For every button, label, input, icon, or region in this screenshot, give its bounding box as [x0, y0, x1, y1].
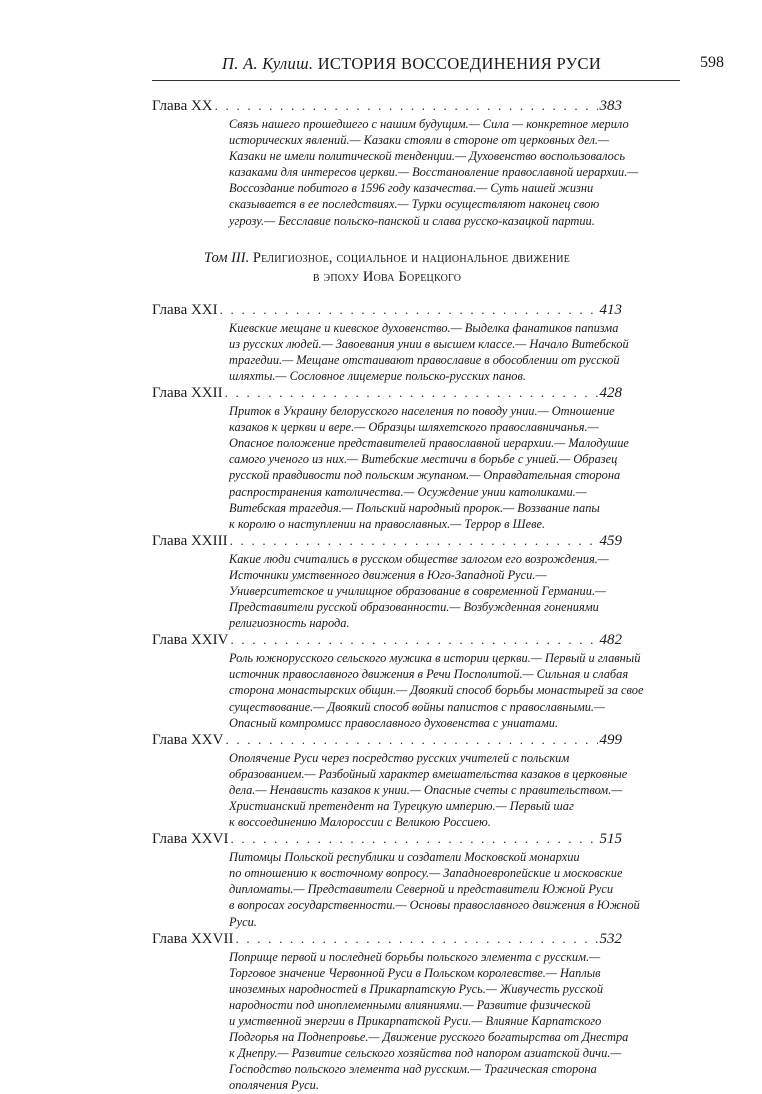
chapter-page: 413: [599, 301, 622, 318]
chapter-label: Глава XX: [152, 98, 213, 114]
toc-entry: [152, 532, 622, 631]
summary-line: образованием.— Разбойный характер вмешательства казаков в церковные: [229, 766, 628, 781]
summary-line: Университетское и училищное образование в современной Германии.—: [229, 583, 607, 598]
chapter-line: [152, 930, 622, 947]
chapter-page: 499: [599, 731, 622, 748]
volume-number: Том III.: [203, 249, 250, 266]
summary-line: Христианский претендент на Турецкую империю.— Первый шаг: [229, 799, 574, 813]
toc-entry: [152, 301, 629, 384]
summary-line: к Днепру.— Развитие сельского хозяйства под напором азиатской дичи.—: [229, 1046, 622, 1061]
chapter-line: [152, 301, 622, 318]
table-of-contents: [152, 97, 644, 1094]
chapter-label: Глава XXI: [152, 301, 218, 318]
summary-line: казаков к церкви и вере.— Образцы шляхетского православничанья.—: [229, 420, 599, 435]
chapter-summary: [229, 949, 629, 1094]
chapter-summary: [229, 403, 629, 532]
summary-line: Поприще первой и последней борьбы польского элемента с русским.—: [229, 949, 601, 964]
summary-line: Торговое значение Червонной Руси в Польском королевстве.— Наплыв: [229, 965, 601, 980]
summary-line: в вопросах государственности.— Основы православного движения в Южной: [229, 898, 640, 913]
dot-leader: [230, 631, 597, 648]
summary-line: сторона монастырских общин.— Двоякий способ борьбы монастырей за свое: [229, 683, 644, 698]
dot-leader: [235, 930, 597, 947]
toc-entry: [152, 384, 629, 532]
chapter-summary: [229, 320, 629, 384]
chapter-line: [152, 830, 622, 847]
summary-line: Витебская трагедия.— Польский народный пророк.— Воззвание папы: [229, 500, 600, 515]
toc-entry: [152, 830, 640, 929]
chapter-label: Глава XXVI: [152, 831, 229, 848]
chapter-page: 482: [599, 632, 622, 649]
toc-entry: [152, 930, 629, 1094]
chapter-line: [152, 384, 622, 401]
chapter-page: 459: [599, 532, 622, 549]
header-title: ИСТОРИЯ ВОССОЕДИНЕНИЯ РУСИ: [317, 54, 602, 73]
running-header: [152, 52, 724, 81]
dot-leader: [230, 532, 598, 549]
summary-line: дела.— Ненависть казаков к унии.— Опасные счеты с правительством.—: [229, 782, 623, 797]
page-number: 598: [700, 54, 724, 71]
summary-line: сказывается в ее последствиях.— Турки осуществляют наконец свою: [229, 197, 600, 212]
chapter-label: Глава XXII: [152, 385, 223, 402]
chapter-line: [152, 532, 622, 549]
dot-leader: [220, 301, 598, 318]
summary-line: шляхты.— Сословное лицемерие польско-русских панов.: [229, 368, 526, 383]
summary-line: народности под иноплеменными влияниями.— Развитие физической: [229, 997, 591, 1012]
toc-entry: [152, 631, 644, 730]
chapter-label: Глава XXVII: [152, 930, 234, 947]
summary-line: Питомцы Польской республики и создатели Московской монархии: [229, 850, 580, 865]
header-author: П. А. Кулиш.: [222, 54, 314, 73]
dot-leader: [225, 731, 597, 748]
chapter-page: 428: [599, 385, 622, 402]
volume-heading: [152, 249, 622, 287]
dot-leader: [215, 97, 598, 114]
summary-line: казаками для интересов церкви.— Восстановление православной иерархии.—: [229, 165, 639, 180]
summary-line: существование.— Двоякий способ войны папистов с православными.—: [229, 699, 606, 714]
chapter-line: [152, 631, 622, 648]
chapter-line: [152, 731, 622, 748]
chapter-summary: [229, 849, 640, 929]
volume-title-line1: Религиозное, социальное и национальное движение: [252, 249, 571, 266]
summary-line: дипломаты.— Представители Северной и представители Южной Руси: [229, 882, 614, 897]
summary-line: Казаки не имели политической тенденции.— Духовенство воспользовалось: [229, 149, 625, 164]
summary-line: Связь нашего прошедшего с нашим будущим.— Сила — конкретное мерило: [229, 117, 629, 131]
chapter-summary: [229, 551, 622, 631]
summary-line: распространения католичества.— Осуждение унии католиками.—: [229, 484, 587, 499]
summary-line: из русских людей.— Завоевания унии в высшем классе.— Начало Витебской: [229, 336, 629, 351]
summary-line: к королю о наступлении на православных.— Террор в Шеве.: [229, 516, 546, 531]
chapter-summary: [229, 750, 628, 830]
summary-line: Представители русской образованности.— Возбужденная гонениями: [229, 600, 599, 615]
summary-line: русской правдивости под польским жупаном.— Оправдательная сторона: [229, 468, 621, 483]
dot-leader: [230, 830, 597, 847]
dot-leader: [225, 384, 598, 401]
summary-line: Киевские мещане и киевское духовенство.— Выделка фанатиков папизма: [229, 320, 619, 335]
summary-line: Роль южнорусского сельского мужика в истории церкви.— Первый и главный: [229, 651, 641, 666]
chapter-summary: [229, 116, 639, 229]
summary-line: Подгорья на Поднепровье.— Движение русского богатырства от Днестра: [229, 1030, 629, 1045]
summary-line: Руси.: [229, 914, 257, 929]
summary-line: самого ученого из них.— Витебские местичи в борьбе с унией.— Образец: [229, 452, 618, 467]
chapter-label: Глава XXV: [152, 731, 224, 748]
toc-entry-chapter-xx: [152, 97, 639, 229]
chapter-page: 383: [599, 98, 622, 114]
summary-line: Опасное положение представителей православной иерархии.— Малодушие: [229, 436, 629, 451]
summary-line: Приток в Украину белорусского населения по поводу унии.— Отношение: [229, 404, 615, 419]
summary-line: по отношению к восточному вопросу.— Западноевропейские и московские: [229, 866, 623, 881]
summary-line: религиозность народа.: [229, 616, 350, 631]
chapter-summary: [229, 650, 644, 730]
chapter-label: Глава XXIV: [152, 632, 229, 649]
summary-line: Опасный компромисс православного духовенства с униатами.: [229, 715, 559, 730]
summary-line: иноземных народностей в Прикарпатскую Русь.— Живучесть русской: [229, 981, 604, 996]
summary-line: Какие люди считались в русском обществе залогом его возрождения.—: [229, 551, 609, 566]
chapter-page: 515: [599, 831, 622, 848]
chapter-label: Глава XXIII: [152, 532, 228, 549]
summary-line: и умственной энергии в Прикарпатской Руси.— Влияние Карпатского: [229, 1014, 602, 1029]
summary-line: Ополячение Руси через посредство русских учителей с польским: [229, 750, 570, 765]
running-head: [222, 54, 601, 74]
summary-line: Источники умственного движения в Юго-Западной Руси.—: [229, 567, 547, 582]
summary-line: к воссоединению Малороссии с Великою Россиею.: [229, 815, 491, 830]
chapter-line: [152, 97, 622, 114]
summary-line: Господство польского элемента над русским.— Трагическая сторона: [229, 1062, 597, 1077]
summary-line: угрозу.— Бесславие польско-панской и слава русско-казацкой партии.: [229, 213, 595, 228]
toc-entry: [152, 731, 628, 830]
summary-line: исторических явлений.— Казаки стояли в стороне от церковных дел.—: [229, 133, 609, 148]
summary-line: Воссоздание побитого в 1596 году казачества.— Суть нашей жизни: [229, 181, 594, 196]
summary-line: трагедии.— Мещане отстаивают православие в обособлении от русской: [229, 352, 620, 367]
volume-title-line2: в эпоху Иова Борецкого: [312, 268, 462, 285]
chapter-page: 532: [599, 930, 622, 947]
chapter-list: [152, 301, 644, 1094]
summary-line: ополячения Руси.: [229, 1078, 319, 1093]
summary-line: источник православного движения в Речи Посполитой.— Сильная и слабая: [229, 667, 629, 682]
